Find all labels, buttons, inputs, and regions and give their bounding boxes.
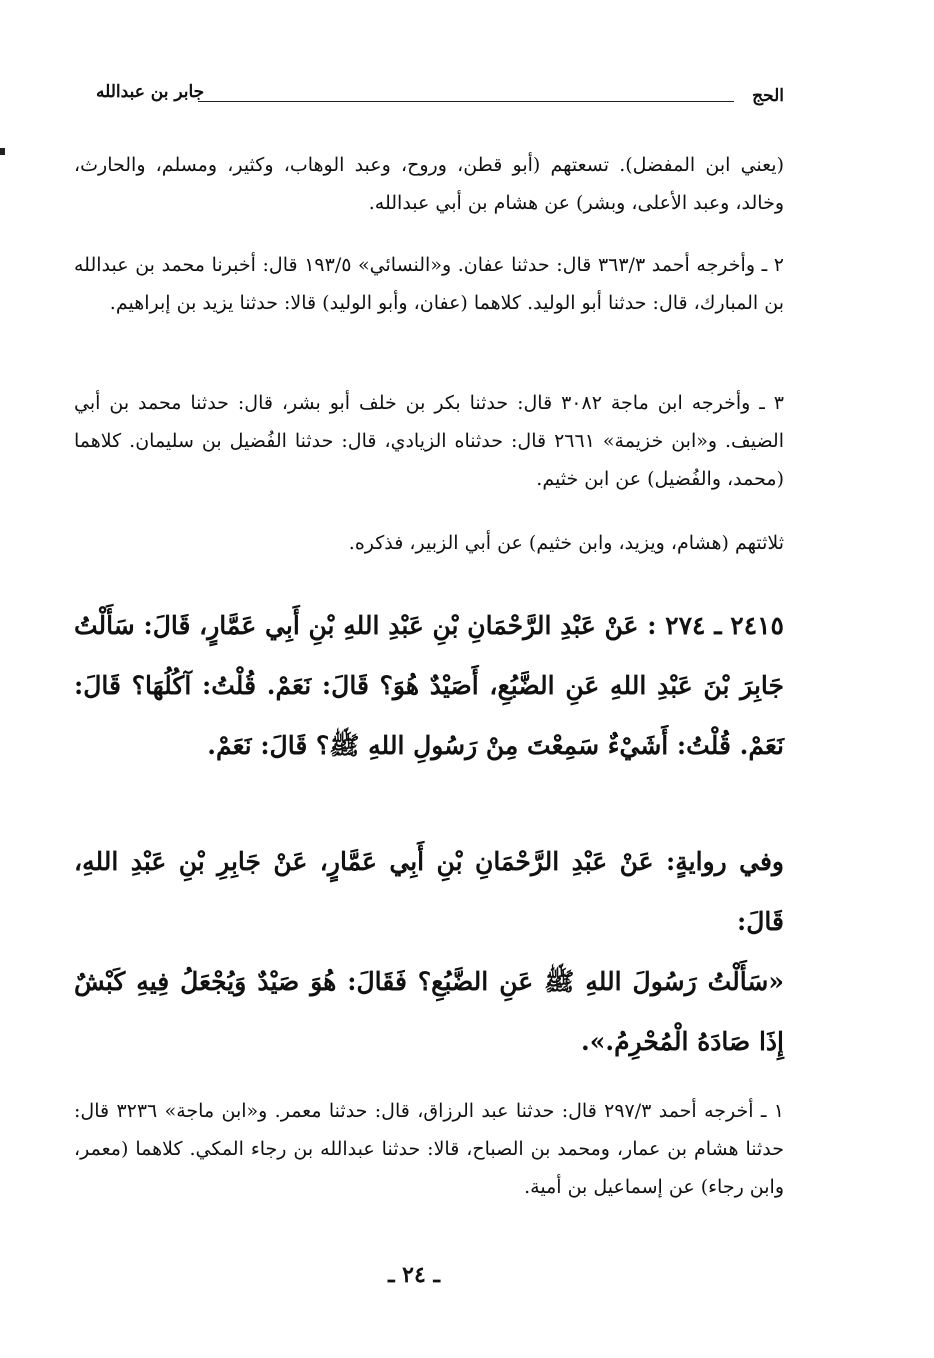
page-number: ـ ٢٤ ـ [388, 1262, 440, 1288]
footnote-bottom-1 [74, 1092, 784, 1206]
footnote-2 [74, 246, 784, 322]
footnote-continuation [74, 146, 784, 222]
footnote-paragraph: (يعني ابن المفضل). تسعتهم (أبو قطن، وروح، وعبد الوهاب، وكثير، ومسلم، والحارث، وخالد، وعبد الأعلى، وبشر) عن هشام بن أبي عبدالله. [74, 154, 784, 214]
hadith-text: : عَنْ عَبْدِ الرَّحْمَانِ بْنِ عَبْدِ اللهِ بْنِ أَبِي عَمَّارٍ، قَالَ: سَأَلْتُ جَابِرَ بْنَ عَبْدِ اللهِ عَنِ الضَّبُعِ، أَصَيْدٌ هُوَ؟ قَالَ: نَعَمْ. قُلْتُ: آكُلُهَا؟ قَالَ: نَعَمْ. قُلْتُ: أَشَيْءٌ سَمِعْتَ مِنْ رَسُولِ اللهِ ﷺ؟ قَالَ: نَعَمْ. [74, 611, 784, 760]
margin-mark [0, 148, 5, 155]
header-rule [198, 101, 734, 102]
header-narrator: جابر بن عبدالله [96, 82, 205, 102]
hadith-variant-text [74, 952, 784, 1072]
variant-text-paragraph: «سَأَلْتُ رَسُولَ اللهِ ﷺ عَنِ الضَّبُعِ؟ فَقَالَ: هُوَ صَيْدٌ وَيُجْعَلُ فِيهِ كَبْشٌ إِذَا صَادَهُ الْمُحْرِمُ.». [74, 967, 784, 1056]
hadith-paragraph [74, 596, 784, 776]
footnote-paragraph: ١ ـ أخرجه أحمد ٢٩٧/٣ قال: حدثنا عبد الرزاق، قال: حدثنا معمر. و«ابن ماجة» ٣٢٣٦ قال: حدثنا هشام بن عمار، ومحمد بن الصباح، قالا: حدثنا عبدالله بن رجاء المكي. كلاهما (معمر، وابن رجاء) عن إسماعيل بن أمية. [74, 1100, 784, 1198]
hadith-main [74, 596, 784, 776]
footnote-paragraph: ٢ ـ وأخرجه أحمد ٣٦٣/٣ قال: حدثنا عفان. و«النسائي» ١٩٣/٥ قال: أخبرنا محمد بن عبدالله بن المبارك، قال: حدثنا أبو الوليد. كلاهما (عفان، وأبو الوليد) قالا: حدثنا يزيد بن إبراهيم. [74, 254, 785, 314]
footnote-paragraph: ثلاثتهم (هشام، ويزيد، وابن خثيم) عن أبي الزبير، فذكره. [348, 532, 784, 554]
hadith-variant-intro [74, 832, 784, 952]
header-chapter: الحج [752, 86, 784, 106]
variant-intro-paragraph: وفي روايةٍ: عَنْ عَبْدِ الرَّحْمَانِ بْنِ أَبِي عَمَّارٍ، عَنْ جَابِرِ بْنِ عَبْدِ اللهِ، قَالَ: [74, 847, 784, 936]
hadith-number: ٢٤١٥ ـ ٢٧٤ [665, 611, 784, 640]
running-header [96, 82, 784, 112]
footnote-paragraph: ٣ ـ وأخرجه ابن ماجة ٣٠٨٢ قال: حدثنا بكر بن خلف أبو بشر، قال: حدثنا محمد بن أبي الضيف. و«ابن خزيمة» ٢٦٦١ قال: حدثناه الزيادي، قال: حدثنا الفُضيل بن سليمان. كلاهما (محمد، والفُضيل) عن ابن خثيم. [74, 392, 784, 490]
footnote-summary [74, 524, 784, 562]
footnote-3 [74, 384, 784, 498]
